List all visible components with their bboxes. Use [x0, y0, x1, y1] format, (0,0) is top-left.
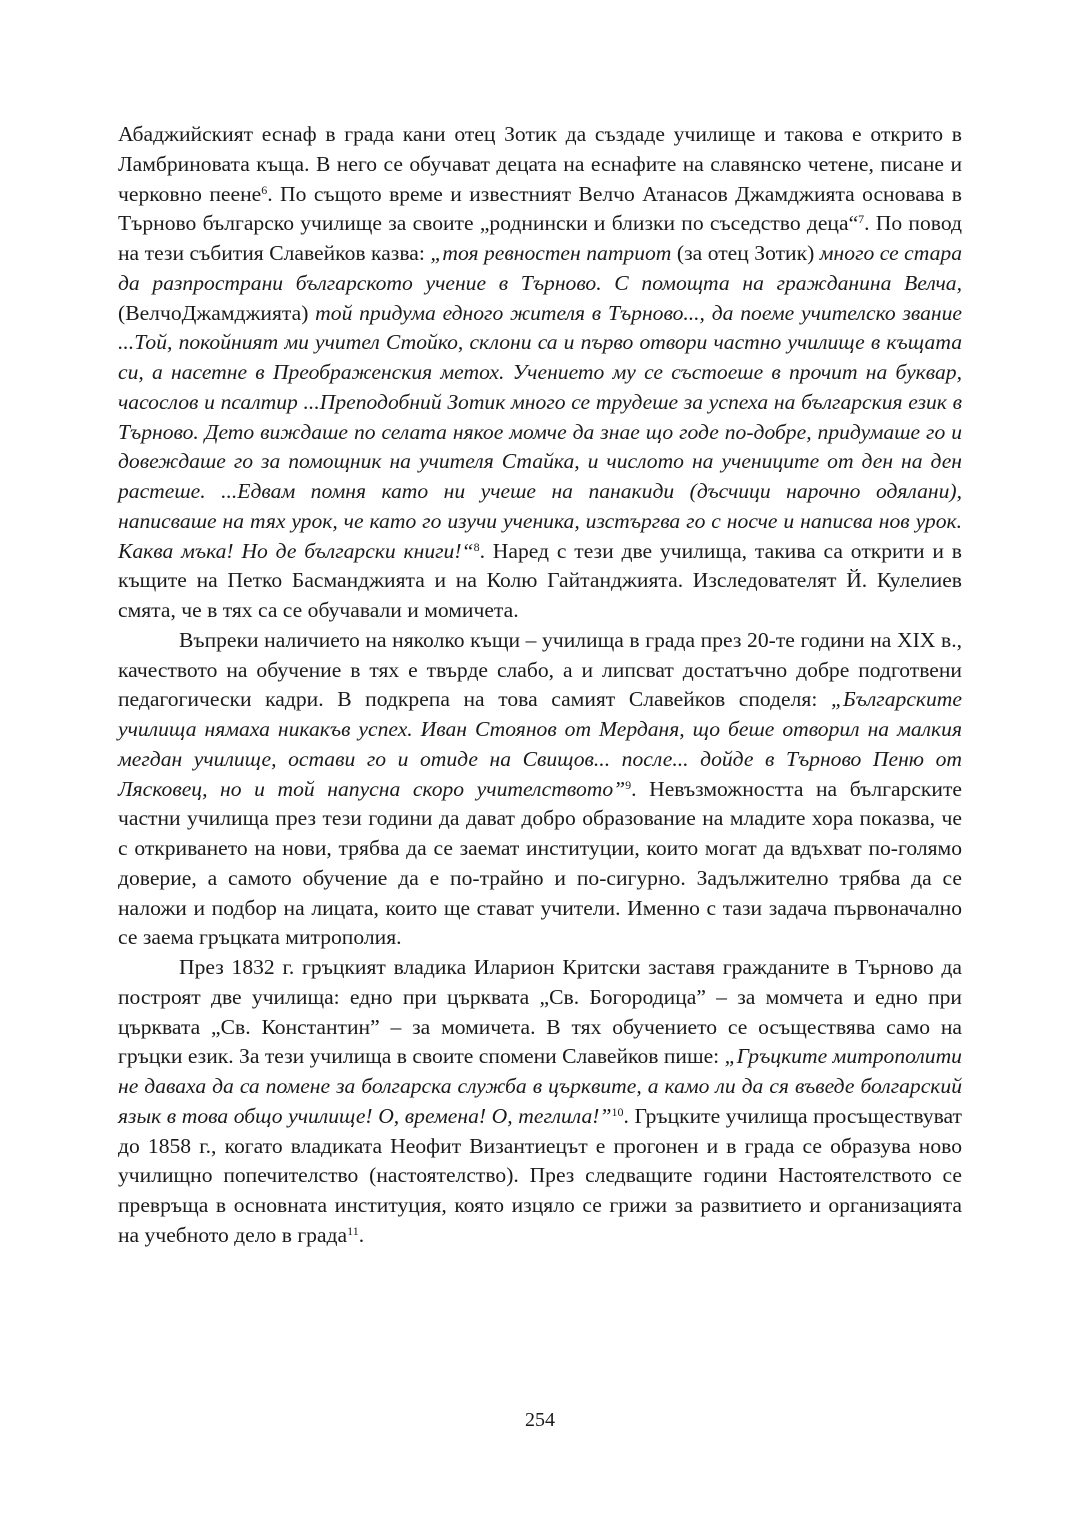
text-run: .	[358, 1222, 365, 1247]
quotation: много се стара да разпрострaни българското учение в Търново. С помощта на гражданина Велча,	[118, 241, 962, 295]
document-body	[118, 120, 962, 1251]
paragraph	[118, 953, 962, 1251]
text-run: Абаджийският еснаф в града кани отец Зотик да създаде училище и такова е открито в Ламбриновата къща. В него се обучават децата на еснафите на славянско четене, писане и черковно пеене	[118, 122, 962, 206]
paragraph	[118, 626, 962, 953]
footnote-marker: 6	[261, 182, 268, 197]
footnote-marker: 10	[611, 1104, 624, 1119]
footnote-marker: 7	[858, 212, 865, 227]
footnote-marker: 9	[625, 777, 632, 792]
text-run: . По повод на тези събития Славейков казва:	[118, 211, 962, 265]
text-run: (ВелчоДжамджията)	[118, 300, 316, 325]
text-run: През 1832 г. гръцкият владика Иларион Критски заставя гражданите в Търново да построят две училища: едно при църквата „Св. Богородица” – за момчета и едно при църквата „Св. Константин” – за момичета. В тях обучението се осъществява само на гръцки език. За тези училища в своите спомени Славейков пише:	[118, 955, 962, 1069]
text-run: . Гръцките училища просъществуват до 1858 г., когато владиката Неофит Византиецът е прогонен и в града се образува ново училищно попечителство (настоятелство). През следващите години Настоятелството се превръща в основната институция, която изцяло се грижи за развитието и организацията на учебното дело в града	[118, 1103, 962, 1247]
text-run: Въпреки наличието на няколко къщи – училища в града през 20-те години на XIX в., качеството на обучение в тях е твърде слабо, а и липсват достатъчно добре подготвени педагогически кадри. В подкрепа на това самият Славейков споделя:	[118, 627, 962, 712]
quotation: „Гръцките митрополити не даваха да са помене за болгарска служба в църквите, а камо ли да ся въведе болгарский язык в това общо училище! О, времена! О, теглила!”	[118, 1044, 962, 1128]
quotation: „Българските училища нямаха никакъв успех. Иван Стоянов от Мердaня, що беше отворил на малкия мегдан училище, остави го и отиде на Свищов... после... дойде в Търново Пеню от Лясковец, но и той напусна скоро учителството”	[118, 687, 962, 801]
page-number: 254	[525, 1409, 555, 1431]
quotation: „тоя ревностен патриот	[430, 241, 672, 265]
text-run: . Наред с тези две училища, такива са открити и в къщите на Петко Басманджията и на Колю Гайтанджията. Изследователят Й. Кулелиев смята, че в тях са се обучавали и момичета.	[118, 538, 962, 622]
paragraph	[118, 120, 962, 626]
quotation: той придума едного жителя в Търново..., да поеме учителско звание ...Той, покойният ми учител Стойко, склони са и първо отвори частно училище в къщата си, а насетне в Преображенския метох. Учението му се състоеше в прочит на буквар, часослов и псалтир ...Преподобний Зотик много се трудеше за успеха на българския език в Търново. Дето виждаше по селата някое момче да знае що годе по-добре, придумаше го и довеждаше го за помощник на учителя Стайка, и числото на учениците от ден на ден растеше. ...Едвам помня като ни учеше на панакиди (дъсчици нарочно одялани), написваше на тях урок, че като го изучи ученика, изстъргва го с носче и написва нов урок. Каква мъка! Но де български книги!“	[118, 300, 962, 563]
text-run: . Невъзможността на българските частни училища през тези години да дават добро образование на младите хора показва, че с откриването на нови, трябва да се заемат институции, които могат да вдъхват по-голямо доверие, а самото обучение да е по-трайно и по-сигурно. Задължително трябва да се наложи и подбор на лицата, които ще стават учители. Именно с тази задача първоначално се заема гръцката митрополия.	[118, 776, 962, 950]
footnote-marker: 11	[347, 1223, 359, 1238]
footnote-marker: 8	[473, 539, 480, 554]
text-run: (за отец Зотик)	[671, 241, 820, 265]
text-run: . По същото време и известният Велчо Атанасов Джамджията основава в Търново българско училище за своите „роднински и близки по съседство деца“	[118, 181, 962, 236]
